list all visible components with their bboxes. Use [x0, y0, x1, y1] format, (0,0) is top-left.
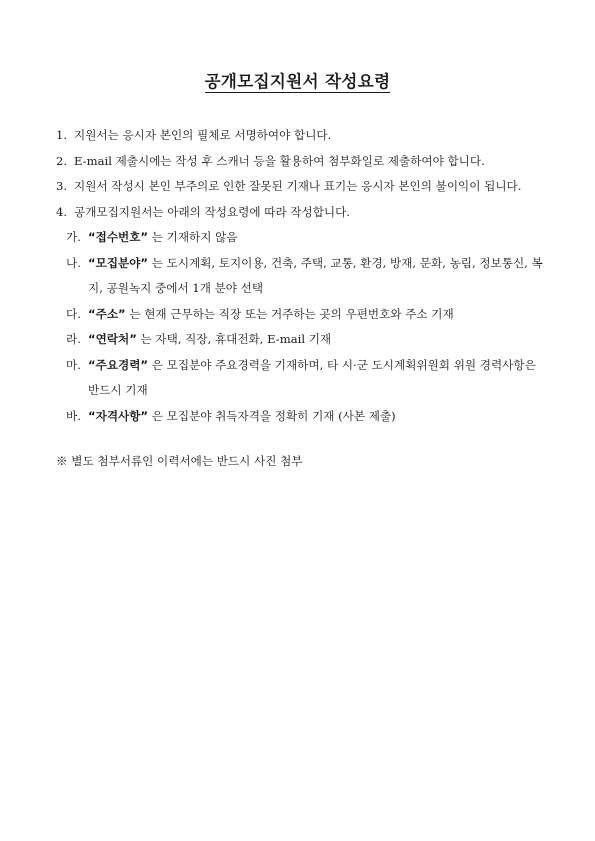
list-item	[56, 174, 548, 200]
item-number: 2.	[56, 153, 68, 168]
sub-item-text: 은 모집분야 취득자격을 정확히 기재 (사본 제출)	[148, 408, 396, 423]
sub-item-body	[88, 251, 548, 302]
sub-item	[56, 302, 548, 328]
sub-item-keyword: “주소”	[88, 306, 126, 321]
sub-item-keyword: “연락처”	[88, 332, 137, 346]
document-title	[0, 68, 595, 92]
sub-item-label: 라.	[66, 332, 81, 346]
sub-item-text: 는 기재하지 않음	[148, 230, 238, 244]
sub-item-label: 나.	[66, 255, 81, 270]
attachment-note: ※ 별도 첨부서류인 이력서에는 반드시 사진 첨부	[56, 454, 303, 468]
item-text: 공개모집지원서는 아래의 작성요령에 따라 작성합니다.	[74, 204, 351, 219]
sub-item	[56, 353, 548, 404]
list-item	[56, 200, 548, 226]
item-text: 지원서는 응시자 본인의 필체로 서명하여야 합니다.	[74, 128, 332, 142]
sub-item-keyword: “주요경력”	[88, 357, 149, 372]
sub-item-keyword: “접수번호”	[88, 230, 149, 244]
list-item	[56, 123, 548, 149]
item-number: 3.	[56, 179, 68, 193]
sub-item-keyword: “모집분야”	[88, 255, 149, 270]
title-text: 공개모집지원서 작성요령	[204, 72, 391, 91]
sub-item-body	[88, 404, 548, 430]
sub-item-text: 는 자택, 직장, 휴대전화, E-mail 기재	[136, 332, 332, 346]
sub-item-body	[88, 302, 548, 328]
sub-item	[56, 225, 548, 251]
sub-item	[56, 327, 548, 353]
sub-item-label: 마.	[66, 357, 81, 372]
item-number: 4.	[56, 204, 68, 219]
sub-item-label: 가.	[66, 230, 81, 244]
item-text: E-mail 제출시에는 작성 후 스캐너 등을 활용하여 첨부화일로 제출하여야 합니다.	[74, 153, 485, 168]
sub-item-body	[88, 225, 548, 251]
item-number: 1.	[56, 128, 68, 142]
sub-item-text: 은 모집분야 주요경력을 기재하며, 타 시·군 도시계획위원회 위원 경력사항은 반드시 기재	[88, 357, 536, 397]
sub-item-label: 다.	[66, 306, 81, 321]
sub-item-text: 는 도시계획, 토지이용, 건축, 주택, 교통, 환경, 방재, 문화, 농림, 정보통신, 복지, 공원녹지 중에서 1개 분야 선택	[88, 255, 543, 295]
sub-item	[56, 251, 548, 302]
list-item	[56, 149, 548, 175]
sub-item-body	[88, 327, 548, 353]
sub-item	[56, 404, 548, 430]
sub-item-label: 바.	[66, 408, 81, 423]
instructions-body	[56, 123, 548, 475]
sub-item-text: 는 현재 근무하는 직장 또는 거주하는 곳의 우편번호와 주소 기재	[125, 306, 454, 321]
sub-item-body	[88, 353, 548, 404]
sub-item-keyword: “자격사항”	[88, 408, 149, 423]
item-text: 지원서 작성시 본인 부주의로 인한 잘못된 기재나 표기는 응시자 본인의 불이익이 됩니다.	[74, 179, 522, 193]
